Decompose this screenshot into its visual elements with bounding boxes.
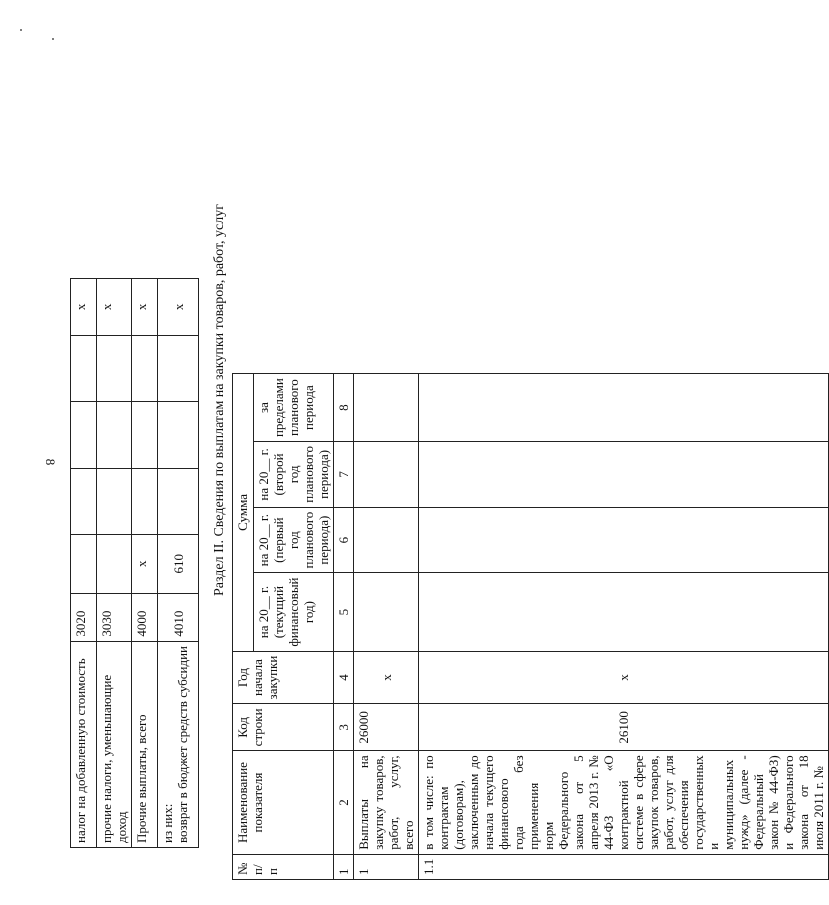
header-code: Код строки (233, 704, 334, 751)
row-name: налог на добавленную стоимость (71, 641, 97, 847)
row-name: Выплаты на закупку товаров, работ, услуг, всего (354, 751, 419, 854)
row-cell (158, 402, 199, 468)
row-num: 1 (354, 854, 419, 879)
row-sum (354, 442, 419, 508)
row-cell (71, 468, 97, 534)
row-code: 3020 (71, 593, 97, 641)
scan-speck (52, 38, 54, 40)
table-row (419, 374, 829, 880)
row-mark: x (158, 279, 199, 336)
row-name: Прочие выплаты, всего (132, 641, 158, 847)
row-code: 26000 (354, 704, 419, 751)
row-cell (132, 468, 158, 534)
row-cell (158, 335, 199, 401)
row-cell (71, 402, 97, 468)
row-cell (97, 402, 132, 468)
header-sum-current: на 20__ г. (текущий финансовый год) (254, 573, 334, 651)
table-row (132, 279, 158, 848)
header-name: Наименование показателя (233, 751, 334, 854)
procurement-table (232, 373, 829, 880)
col-number: 6 (334, 507, 354, 573)
row-num: 1.1 (419, 854, 829, 879)
table-row (97, 279, 132, 848)
row-cell (97, 468, 132, 534)
col-number: 4 (334, 651, 354, 704)
table-row (354, 374, 419, 880)
row-sum (419, 442, 829, 508)
header-year: Год начала закупки (233, 651, 334, 704)
header-sum: Сумма (233, 374, 254, 652)
row-sum (419, 573, 829, 651)
header-sum-second: на 20__ г. (второй год планового периода) (254, 442, 334, 508)
header-row (233, 374, 254, 880)
row-sum (354, 374, 419, 442)
header-sum-first: на 20__ г. (первый год планового периода) (254, 507, 334, 573)
row-cell: 610 (158, 534, 199, 593)
row-name: прочие налоги, уменьшающие доход (97, 641, 132, 847)
row-cell (71, 335, 97, 401)
header-num: № п/п (233, 854, 334, 879)
row-name: из них: возврат в бюджет средств субсидии (158, 641, 199, 847)
row-year: x (354, 651, 419, 704)
col-number: 7 (334, 442, 354, 508)
row-cell (132, 335, 158, 401)
page-number: 8 (43, 458, 58, 466)
scan-speck (20, 29, 22, 31)
row-cell: x (132, 534, 158, 593)
row-code: 4010 (158, 593, 199, 641)
row-cell (97, 335, 132, 401)
column-numbers-row (334, 374, 354, 880)
col-number: 1 (334, 854, 354, 879)
row-code: 4000 (132, 593, 158, 641)
row-mark: x (132, 279, 158, 336)
row-mark: x (97, 279, 132, 336)
col-number: 8 (334, 374, 354, 442)
row-mark: x (71, 279, 97, 336)
row-cell (132, 402, 158, 468)
row-cell (97, 534, 132, 593)
row-sum (419, 374, 829, 442)
col-number: 5 (334, 573, 354, 651)
row-sum (354, 573, 419, 651)
row-year: x (419, 651, 829, 704)
row-sum (354, 507, 419, 573)
row-code: 3030 (97, 593, 132, 641)
col-number: 2 (334, 751, 354, 854)
table-row (71, 279, 97, 848)
header-sum-beyond: за пределами планового периода (254, 374, 334, 442)
row-cell (71, 534, 97, 593)
payments-table-continued (70, 278, 199, 848)
section-title: Раздел II. Сведения по выплатам на закупки товаров, работ, услуг (212, 204, 227, 596)
table-row (158, 279, 199, 848)
col-number: 3 (334, 704, 354, 751)
row-code: 26100 (419, 704, 829, 751)
row-sum (419, 507, 829, 573)
row-cell (158, 468, 199, 534)
row-name: в том числе: по контрактам (договорам), заключенным до начала текущего финансового года без применения норм Федерального закона от 5 апреля 2013 г. № 44-ФЗ «О контрактной системе в сфере закупок товаров, работ, услуг для обеспечения государственных и муниципальных нужд» (далее - Федеральный закон № 44-ФЗ) и Федерального закона от 18 июля 2011 г. № (419, 751, 829, 854)
